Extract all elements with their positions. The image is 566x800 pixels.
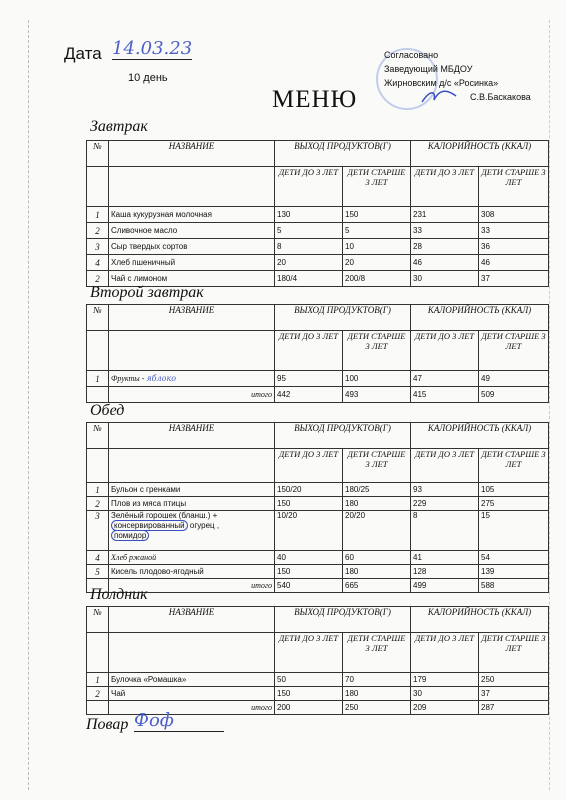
col-output-under3: ДЕТИ ДО 3 ЛЕТ [275,167,343,207]
table-row: 1 Каша кукурузная молочная 130 150 231 308 [87,207,549,223]
col-kcal-under3: ДЕТИ ДО 3 ЛЕТ [411,167,479,207]
signature-mark [420,86,460,112]
second-breakfast-table: № НАЗВАНИЕ ВЫХОД ПРОДУКТОВ(Г) КАЛОРИЙНОСТЬ (ККАЛ) ДЕТИ ДО 3 ЛЕТ ДЕТИ СТАРШЕ 3 ЛЕТ ДЕТИ ДО 3 ЛЕТ ДЕТИ СТАРШЕ 3 ЛЕТ 1 Фрукты - яблоко 95 100 47 49 итого 442 493 415 509 [86,304,549,403]
approval-line-2: Заведующий МБДОУ [384,64,473,74]
approval-line-4: С.В.Баскакова [470,92,531,102]
date-value: 14.03.23 [112,38,193,59]
date-label: Дата [64,44,102,63]
table-row: 2 Чай с лимоном 180/4 200/8 30 37 [87,271,549,287]
section-title-snack: Полдник [90,586,148,603]
table-row: 3 Сыр твердых сортов 8 10 28 36 [87,239,549,255]
table-row: 4 Хлеб пшеничный 20 20 46 46 [87,255,549,271]
total-row: итого 442 493 415 509 [87,387,549,403]
section-title-lunch: Обед [90,402,125,419]
circled-word: помидор [111,530,149,541]
col-kcal-over3: ДЕТИ СТАРШЕ 3 ЛЕТ [479,167,549,207]
col-kcal: КАЛОРИЙНОСТЬ (ККАЛ) [411,141,549,167]
col-output-over3: ДЕТИ СТАРШЕ 3 ЛЕТ [343,167,411,207]
table-row: 2 Сливочное масло 5 5 33 33 [87,223,549,239]
day-number: 10 день [128,72,168,84]
lunch-table: № НАЗВАНИЕ ВЫХОД ПРОДУКТОВ(Г) КАЛОРИЙНОСТЬ (ККАЛ) ДЕТИ ДО 3 ЛЕТ ДЕТИ СТАРШЕ 3 ЛЕТ ДЕТИ ДО 3 ЛЕТ ДЕТИ СТАРШЕ 3 ЛЕТ 1 Бульон с гренками 150/20 180/25 93 105 2 Плов из мяса птицы 150 180 229 275 3 Зелёный горошек (бланш.) + консервированный огурец , помидор 10/20 20/20 8 15 4 Хлеб ржаной 40 60 41 54 5 Кисель плодово-ягодный 150 180 128 139 итого 540 665 499 588 [86,422,549,593]
section-title-second-breakfast: Второй завтрак [90,284,204,301]
cook-signature: Фоф [134,710,224,732]
table-row: 2 Плов из мяса птицы 150 180 229 275 [87,497,549,511]
cook-label: Повар [86,716,129,733]
total-row: итого 200 250 209 287 [87,701,549,715]
col-output: ВЫХОД ПРОДУКТОВ(Г) [275,141,411,167]
page-title: МЕНЮ [272,86,358,113]
col-no: № [87,141,109,167]
table-row: 1 Фрукты - яблоко 95 100 47 49 [87,371,549,387]
approval-line-1: Согласовано [384,50,439,60]
section-title-breakfast: Завтрак [90,118,148,135]
total-row: итого 540 665 499 588 [87,579,549,593]
table-row: 3 Зелёный горошек (бланш.) + консервированный огурец , помидор 10/20 20/20 8 15 [87,511,549,551]
table-row: 2 Чай 150 180 30 37 [87,687,549,701]
table-row: 5 Кисель плодово-ягодный 150 180 128 139 [87,565,549,579]
table-row: 1 Бульон с гренками 150/20 180/25 93 105 [87,483,549,497]
breakfast-table [86,140,549,287]
col-name: НАЗВАНИЕ [109,141,275,167]
table-row: 1 Булочка «Ромашка» 50 70 179 250 [87,673,549,687]
handwritten-fruit: яблоко [146,374,177,383]
approval-line-3: Жирновским д/с «Росинка» [384,78,499,88]
snack-table: № НАЗВАНИЕ ВЫХОД ПРОДУКТОВ(Г) КАЛОРИЙНОСТЬ (ККАЛ) ДЕТИ ДО 3 ЛЕТ ДЕТИ СТАРШЕ 3 ЛЕТ ДЕТИ ДО 3 ЛЕТ ДЕТИ СТАРШЕ 3 ЛЕТ 1 Булочка «Ромашка» 50 70 179 250 2 Чай 150 180 30 37 итого 200 250 209 287 [86,606,549,715]
circled-word: консервированный [111,520,188,531]
table-row: 4 Хлеб ржаной 40 60 41 54 [87,551,549,565]
